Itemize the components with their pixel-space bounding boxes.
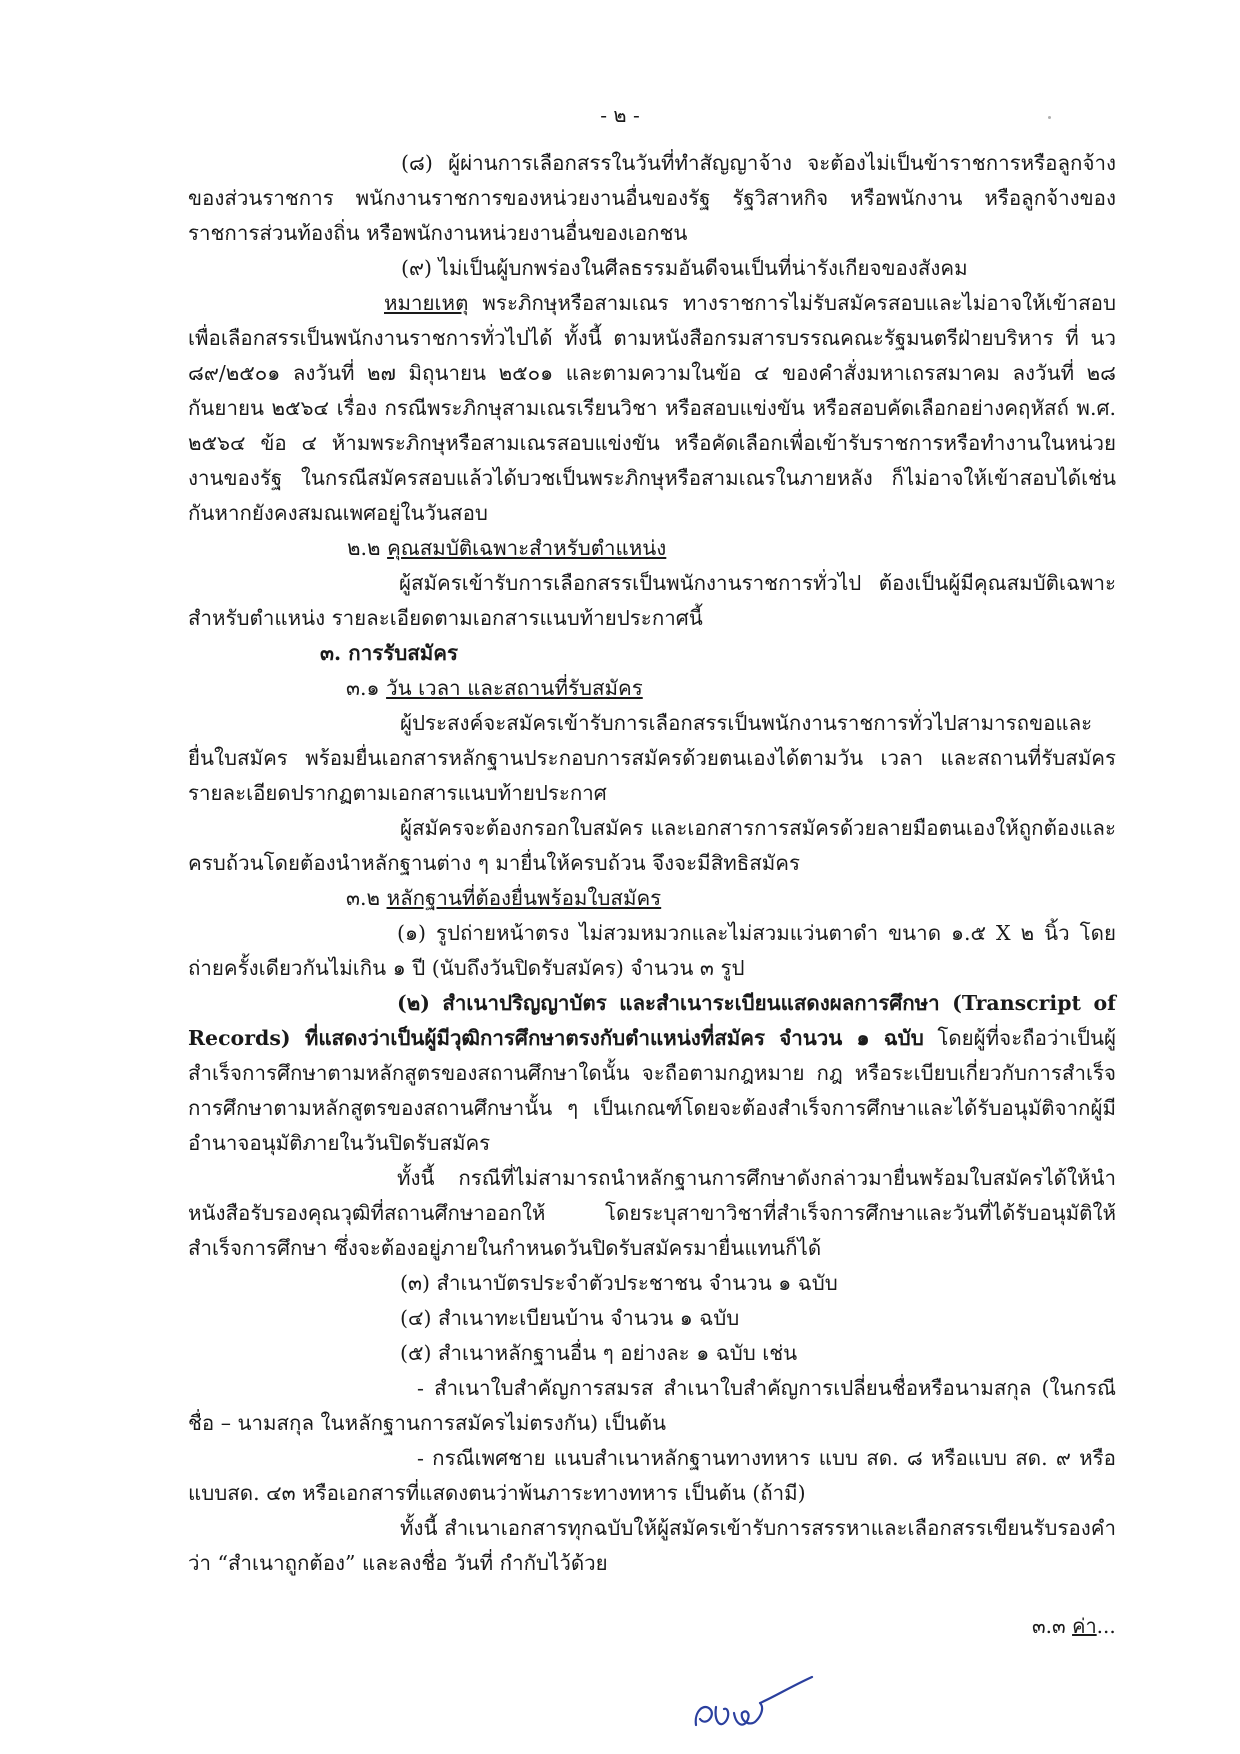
- handwritten-signature: [690, 1663, 830, 1743]
- continuation-marker: ๓.๓ ค่า...: [1032, 1614, 1116, 1638]
- heading-2-2: [188, 531, 1116, 566]
- document-item-2-note: ทั้งนี้ กรณีที่ไม่สามารถนำหลักฐานการศึกษาดังกล่าวมายื่นพร้อมใบสมัครได้ให้นำหนังสือรับรองคุณวุฒิที่สถานศึกษาออกให้ โดยระบุสาขาวิชาที่สำเร็จการศึกษาและวันที่ได้รับอนุมัติให้สำเร็จการศึกษา ซึ่งจะต้องอยู่ภายในกำหนดวันปิดรับสมัครมายื่นแทนก็ได้: [188, 1166, 1116, 1260]
- document-item-2-text: โดยผู้ที่จะถือว่าเป็นผู้สำเร็จการศึกษาตามหลักสูตรของสถานศึกษาใดนั้น จะถือตามกฎหมาย กฎ หรือระเบียบเกี่ยวกับการสำเร็จการศึกษาตามหลักสูตรของสถานศึกษานั้น ๆ เป็นเกณฑ์โดยจะต้องสำเร็จการศึกษาและได้รับอนุมัติจากผู้มีอำนาจอนุมัติภายในวันปิดรับสมัคร: [188, 1026, 1116, 1155]
- heading-3: ๓. การรับสมัคร: [320, 641, 458, 665]
- note-paragraph: [188, 286, 1116, 531]
- heading-3-2-number: ๓.๒: [346, 886, 387, 910]
- heading-2-2-number: ๒.๒: [347, 536, 388, 560]
- qualification-item-8: (๘) ผู้ผ่านการเลือกสรรในวันที่ทำสัญญาจ้าง จะต้องไม่เป็นข้าราชการหรือลูกจ้างของส่วนราชการ พนักงานราชการของหน่วยงานอื่นของรัฐ รัฐวิสาหกิจ หรือพนักงาน หรือลูกจ้างของราชการส่วนท้องถิ่น หรือพนักงานหน่วยงานอื่นของเอกชน: [188, 151, 1116, 245]
- document-item-5-a: - สำเนาใบสำคัญการสมรส สำเนาใบสำคัญการเปลี่ยนชื่อหรือนามสกุล (ในกรณีชื่อ – นามสกุล ในหลักฐานการสมัครไม่ตรงกัน) เป็นต้น: [188, 1376, 1116, 1435]
- note-text: พระภิกษุหรือสามเณร ทางราชการไม่รับสมัครสอบและไม่อาจให้เข้าสอบเพื่อเลือกสรรเป็นพนักงานราชการทั่วไปได้ ทั้งนี้ ตามหนังสือกรมสารบรรณคณะรัฐมนตรีฝ่ายบริหาร ที่ นว ๘๙/๒๕๐๑ ลงวันที่ ๒๗ มิถุนายน ๒๕๐๑ และตามความในข้อ ๔ ของคำสั่งมหาเถรสมาคม ลงวันที่ ๒๘ กันยายน ๒๕๖๔ เรื่อง กรณีพระภิกษุสามเณรเรียนวิชา หรือสอบแข่งขัน หรือสอบคัดเลือกอย่างคฤหัสถ์ พ.ศ. ๒๕๖๔ ข้อ ๔ ห้ามพระภิกษุหรือสามเณรสอบแข่งขัน หรือคัดเลือกเพื่อเข้ารับราชการหรือทำงานในหน่วยงานของรัฐ ในกรณีสมัครสอบแล้วได้บวชเป็นพระภิกษุหรือสามเณรในภายหลัง ก็ไม่อาจให้เข้าสอบได้เช่นกันหากยังคงสมณเพศอยู่ในวันสอบ: [188, 291, 1116, 525]
- document-item-1: (๑) รูปถ่ายหน้าตรง ไม่สวมหมวกและไม่สวมแว่นตาดำ ขนาด ๑.๕ X ๒ นิ้ว โดยถ่ายครั้งเดียวกันไม่เกิน ๑ ปี (นับถึงวันปิดรับสมัคร) จำนวน ๓ รูป: [188, 921, 1116, 980]
- qualification-item-9: (๙) ไม่เป็นผู้บกพร่องในศีลธรรมอันดีจนเป็นที่น่ารังเกียจของสังคม: [401, 256, 968, 280]
- document-item-3: (๓) สำเนาบัตรประจำตัวประชาชน จำนวน ๑ ฉบับ: [400, 1271, 838, 1295]
- document-item-5-b: - กรณีเพศชาย แนบสำเนาหลักฐานทางทหาร แบบ สด. ๘ หรือแบบ สด. ๙ หรือแบบสด. ๔๓ หรือเอกสารที่แสดงตนว่าพ้นภาระทางทหาร เป็นต้น (ถ้ามี): [188, 1446, 1116, 1505]
- specific-qualification-paragraph: ผู้สมัครเข้ารับการเลือกสรรเป็นพนักงานราชการทั่วไป ต้องเป็นผู้มีคุณสมบัติเฉพาะสำหรับตำแหน่ง รายละเอียดตามเอกสารแนบท้ายประกาศนี้: [188, 571, 1116, 630]
- heading-3-2: [188, 881, 1116, 916]
- document-item-2-emphasis: (๒) สำเนาปริญญาบัตร และสำเนาระเบียนแสดงผลการศึกษา (Transcript of Records) ที่แสดงว่าเป็นผู้มีวุฒิการศึกษาตรงกับตำแหน่งที่สมัคร จำนวน ๑ ฉบับ: [188, 991, 1116, 1050]
- document-item-4: (๔) สำเนาทะเบียนบ้าน จำนวน ๑ ฉบับ: [400, 1306, 740, 1330]
- closing-paragraph: ทั้งนี้ สำเนาเอกสารทุกฉบับให้ผู้สมัครเข้ารับการสรรหาและเลือกสรรเขียนรับรองคำว่า “สำเนาถูกต้อง” และลงชื่อ วันที่ กำกับไว้ด้วย: [188, 1516, 1116, 1575]
- heading-3-2-title: หลักฐานที่ต้องยื่นพร้อมใบสมัคร: [386, 886, 662, 910]
- note-label: หมายเหตุ: [384, 291, 469, 315]
- application-paragraph-a: ผู้ประสงค์จะสมัครเข้ารับการเลือกสรรเป็นพนักงานราชการทั่วไปสามารถขอและยื่นใบสมัคร พร้อมยื่นเอกสารหลักฐานประกอบการสมัครด้วยตนเองได้ตามวัน เวลา และสถานที่รับสมัครรายละเอียดปรากฏตามเอกสารแนบท้ายประกาศ: [188, 711, 1116, 805]
- page-number: - ๒ -: [600, 103, 640, 127]
- continuation-link: ค่า: [1072, 1614, 1097, 1638]
- document-body: [188, 146, 1116, 1581]
- heading-3-1: [188, 671, 1116, 706]
- document-item-5: (๕) สำเนาหลักฐานอื่น ๆ อย่างละ ๑ ฉบับ เช่น: [400, 1341, 798, 1365]
- application-paragraph-b: ผู้สมัครจะต้องกรอกใบสมัคร และเอกสารการสมัครด้วยลายมือตนเองให้ถูกต้องและครบถ้วนโดยต้องนำหลักฐานต่าง ๆ มายื่นให้ครบถ้วน จึงจะมีสิทธิสมัคร: [188, 816, 1116, 875]
- heading-2-2-title: คุณสมบัติเฉพาะสำหรับตำแหน่ง: [387, 536, 667, 560]
- document-item-2: [188, 986, 1116, 1161]
- heading-3-1-title: วัน เวลา และสถานที่รับสมัคร: [386, 676, 643, 700]
- heading-3-1-number: ๓.๑: [346, 676, 387, 700]
